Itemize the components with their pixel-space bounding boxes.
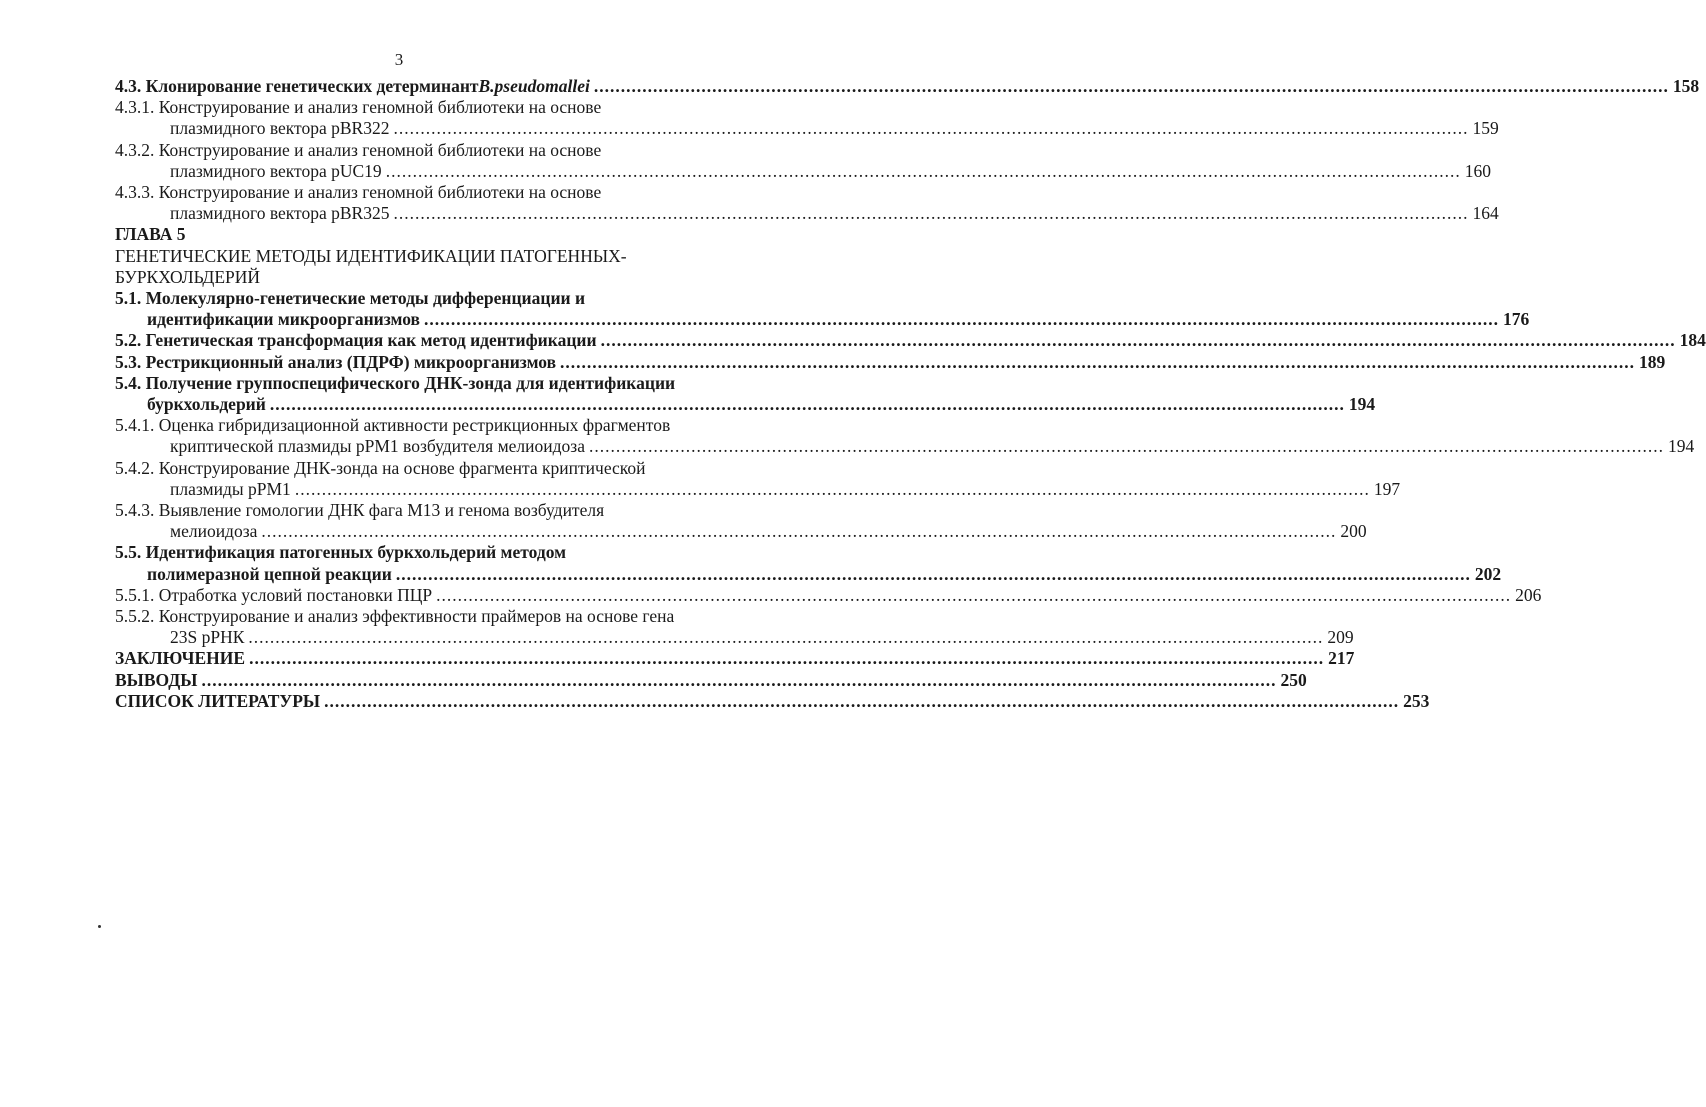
toc-page-ref: 253	[1403, 690, 1430, 711]
toc-text: 5.5.1. Отработка условий постановки ПЦР	[115, 584, 433, 605]
toc-entry-5-4-1	[115, 415, 1695, 457]
toc-page-ref: 206	[1515, 584, 1542, 605]
toc-text: полимеразной цепной реакции	[147, 563, 392, 584]
dot-leader: ........................................................................................................................................................................................................	[269, 394, 1345, 415]
toc-text: ВЫВОДЫ	[115, 669, 198, 690]
toc-page-ref: 209	[1327, 627, 1354, 648]
toc-text: плазмидного вектора pBR322	[170, 118, 390, 139]
chapter-title-line: БУРКХОЛЬДЕРИЙ	[115, 266, 261, 287]
toc-line	[115, 627, 1354, 648]
toc-text: плазмидного вектора pUC19	[170, 160, 382, 181]
toc-text: 5.4.3. Выявление гомологии ДНК фага М13 и генома возбудителя	[115, 500, 605, 521]
stray-dot	[98, 925, 101, 928]
toc-line	[115, 584, 1542, 606]
toc-entry-5-2	[115, 330, 1706, 351]
toc-entry-4-3	[115, 76, 1700, 97]
dot-leader: ........................................................................................................................................................................................................	[261, 521, 1337, 542]
toc-entry-5-5-1	[115, 584, 1542, 606]
toc-line	[115, 394, 1376, 415]
toc-text: 4.3.1. Конструирование и анализ геномной библиотеки на основе	[115, 97, 602, 118]
toc-text-italic: B.pseudomallei	[478, 76, 590, 96]
toc-text: 23S рРНК	[170, 627, 245, 648]
toc-line	[115, 521, 1367, 542]
dot-leader: ........................................................................................................................................................................................................	[294, 478, 1370, 499]
toc-entry-vyv	[115, 669, 1307, 691]
toc-text: буркхольдерий	[147, 394, 266, 415]
dot-leader: ........................................................................................................................................................................................................	[248, 627, 1324, 648]
table-of-contents	[115, 76, 1706, 712]
toc-page-ref: 160	[1464, 160, 1491, 181]
toc-page-ref: 164	[1472, 203, 1499, 224]
dot-leader: ........................................................................................................................................................................................................	[395, 563, 1471, 584]
toc-entry-5-5	[115, 542, 1502, 584]
toc-text: плазмидного вектора pBR325	[170, 203, 390, 224]
toc-line	[115, 351, 1666, 373]
toc-line	[115, 458, 751, 479]
toc-text: 4.3. Клонирование генетических детерминант	[115, 76, 479, 96]
dot-leader: ........................................................................................................................................................................................................	[201, 669, 1277, 690]
toc-line	[115, 118, 1499, 139]
dot-leader: ........................................................................................................................................................................................................	[385, 160, 1461, 181]
chapter-heading: ГЛАВА 5	[115, 224, 186, 245]
toc-page-ref: 159	[1472, 118, 1499, 139]
toc-line	[115, 606, 751, 627]
toc-line	[115, 500, 751, 521]
toc-page-ref: 194	[1348, 394, 1376, 415]
toc-line	[115, 478, 1401, 500]
toc-text: 5.4.2. Конструирование ДНК-зонда на основе фрагмента криптической	[115, 457, 646, 478]
toc-line	[115, 436, 1695, 457]
toc-line	[115, 76, 1700, 97]
toc-entry-5-5-2	[115, 606, 1354, 648]
toc-text: 5.3. Рестрикционный анализ (ПДРФ) микроорганизмов	[115, 351, 557, 372]
dot-leader: ........................................................................................................................................................................................................	[588, 436, 1664, 457]
page-number: 3	[394, 50, 404, 69]
dot-leader: ........................................................................................................................................................................................................	[249, 648, 1325, 669]
toc-text: СПИСОК ЛИТЕРАТУРЫ	[115, 690, 321, 711]
toc-text: криптической плазмиды pPM1 возбудителя мелиоидоза	[170, 436, 585, 457]
toc-text: 5.5.2. Конструирование и анализ эффективности праймеров на основе гена	[115, 606, 675, 627]
toc-page-ref: 176	[1503, 309, 1530, 330]
toc-page-ref: 189	[1639, 351, 1666, 372]
toc-page-ref: 184	[1679, 330, 1706, 351]
toc-entry-4-3-1	[115, 97, 1499, 139]
toc-page-ref: 197	[1373, 478, 1401, 499]
toc-page-ref: 158	[1672, 76, 1700, 96]
toc-entry-concl	[115, 648, 1355, 669]
toc-line	[115, 97, 751, 118]
toc-entry-4-3-3	[115, 182, 1499, 224]
toc-page-ref: 217	[1328, 648, 1355, 669]
toc-line	[115, 415, 751, 436]
toc-line	[115, 309, 1530, 330]
toc-line	[115, 648, 1355, 669]
toc-line	[115, 542, 751, 563]
toc-entry-4-3-2	[115, 139, 1491, 182]
toc-entry-5-4-2	[115, 457, 1401, 500]
toc-line	[115, 563, 1502, 585]
chapter-block	[115, 224, 751, 288]
toc-page-ref: 202	[1474, 563, 1502, 584]
toc-line	[115, 182, 751, 203]
toc-line	[115, 140, 751, 161]
dot-leader: ........................................................................................................................................................................................................	[436, 584, 1512, 605]
toc-entry-5-4-3	[115, 500, 1367, 542]
toc-page-ref: 200	[1340, 521, 1367, 542]
dot-leader: ........................................................................................................................................................................................................	[560, 351, 1636, 372]
toc-text: 5.2. Генетическая трансформация как метод идентификации	[115, 330, 597, 351]
toc-line	[115, 203, 1499, 224]
toc-text: 5.4. Получение группоспецифического ДНК-зонда для идентификации	[115, 372, 676, 393]
toc-entry-lit	[115, 690, 1430, 712]
dot-leader: ........................................................................................................................................................................................................	[324, 690, 1400, 711]
chapter-title-line: ГЕНЕТИЧЕСКИЕ МЕТОДЫ ИДЕНТИФИКАЦИИ ПАТОГЕННЫХ-	[115, 245, 627, 266]
toc-text: 4.3.3. Конструирование и анализ геномной библиотеки на основе	[115, 182, 602, 203]
toc-text: 5.4.1. Оценка гибридизационной активности рестрикционных фрагментов	[115, 415, 671, 436]
toc-line	[115, 690, 1430, 712]
toc-text: плазмиды pPM1	[170, 478, 291, 499]
toc-line	[115, 288, 751, 309]
dot-leader: ........................................................................................................................................................................................................	[600, 330, 1676, 351]
toc-text: идентификации микроорганизмов	[147, 309, 421, 330]
toc-entry-5-4	[115, 372, 1376, 415]
toc-text: ЗАКЛЮЧЕНИЕ	[115, 648, 246, 669]
toc-text: 5.1. Молекулярно-генетические методы дифференциации и	[115, 288, 586, 309]
toc-text: мелиоидоза	[170, 521, 258, 542]
toc-page-ref: 194	[1667, 436, 1695, 457]
dot-leader: ........................................................................................................................................................................................................	[593, 76, 1669, 96]
toc-line	[115, 160, 1491, 182]
toc-line	[115, 330, 1706, 351]
toc-line	[115, 669, 1307, 691]
dot-leader: ........................................................................................................................................................................................................	[393, 203, 1469, 224]
toc-entry-5-1	[115, 288, 1530, 330]
toc-text: 5.5. Идентификация патогенных буркхольдерий методом	[115, 542, 567, 563]
toc-entry-5-3	[115, 351, 1666, 373]
toc-page-ref: 250	[1280, 669, 1307, 690]
dot-leader: ........................................................................................................................................................................................................	[424, 309, 1500, 330]
toc-line	[115, 373, 751, 394]
toc-text: 4.3.2. Конструирование и анализ геномной библиотеки на основе	[115, 139, 602, 160]
dot-leader: ........................................................................................................................................................................................................	[393, 118, 1469, 139]
